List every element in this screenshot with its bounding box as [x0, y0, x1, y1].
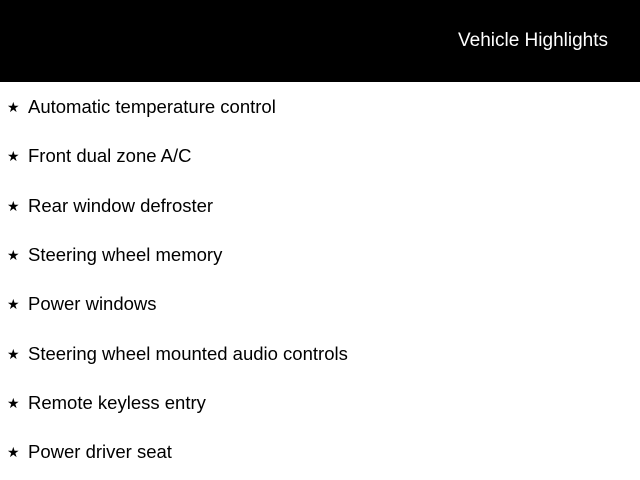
highlight-label: Rear window defroster	[28, 195, 214, 216]
highlight-label: Power windows	[28, 293, 157, 314]
highlight-label: Automatic temperature control	[28, 96, 276, 117]
header-bar	[0, 0, 640, 82]
list-item	[0, 195, 640, 219]
list-item	[0, 343, 640, 367]
star-icon: ★	[7, 247, 20, 263]
star-icon: ★	[7, 148, 20, 164]
list-item	[0, 244, 640, 268]
highlights-list	[0, 82, 640, 480]
list-item	[0, 392, 640, 416]
list-item	[0, 145, 640, 169]
star-icon: ★	[7, 444, 20, 460]
star-icon: ★	[7, 346, 20, 362]
star-icon: ★	[7, 296, 20, 312]
star-icon: ★	[7, 99, 20, 115]
highlight-label: Steering wheel memory	[28, 244, 223, 265]
list-item	[0, 441, 640, 465]
highlight-label: Steering wheel mounted audio controls	[28, 343, 348, 364]
list-item	[0, 293, 640, 317]
star-icon: ★	[7, 198, 20, 214]
highlight-label: Remote keyless entry	[28, 392, 206, 413]
header-title: Vehicle Highlights	[458, 30, 608, 51]
highlight-label: Front dual zone A/C	[28, 145, 192, 166]
highlight-label: Power driver seat	[28, 441, 172, 462]
list-item	[0, 96, 640, 120]
star-icon: ★	[7, 395, 20, 411]
